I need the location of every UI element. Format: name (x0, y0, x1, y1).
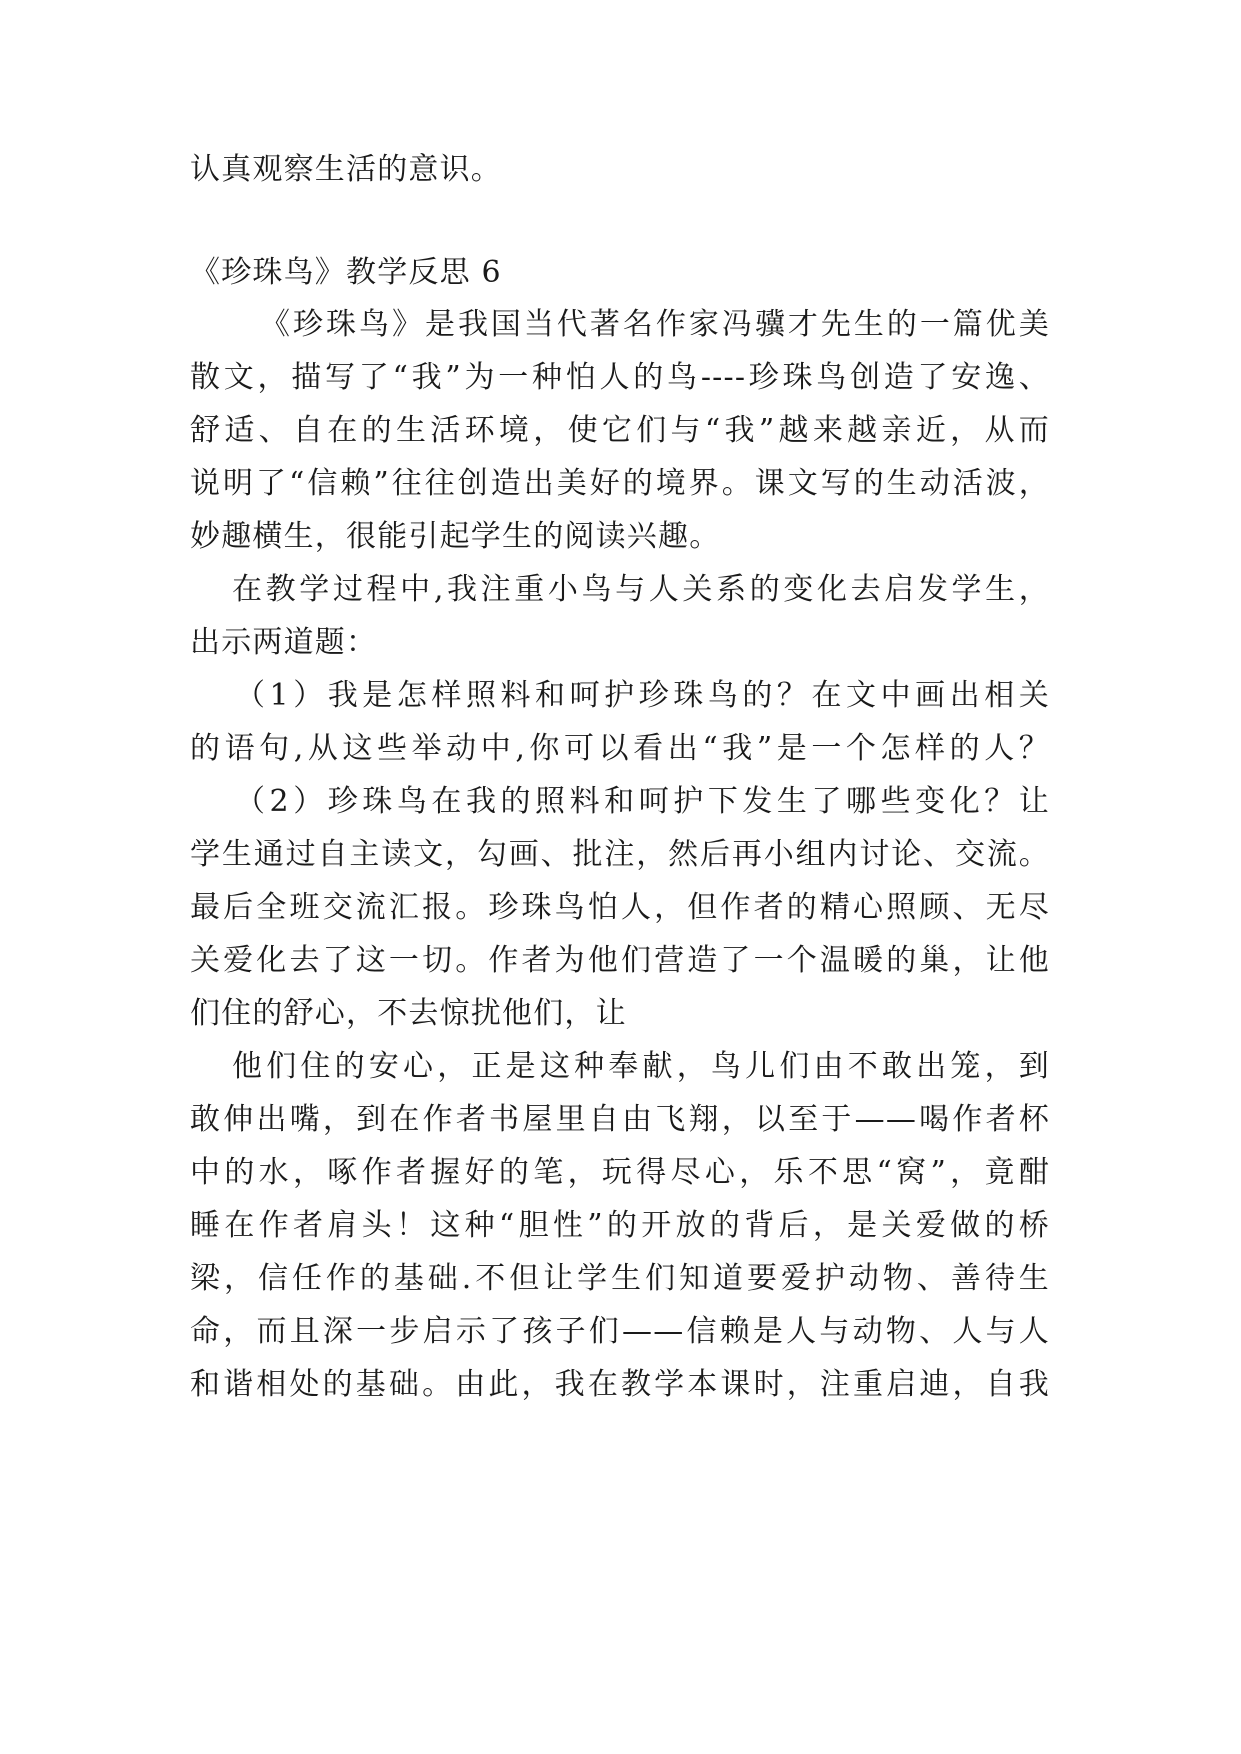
paragraph-line: 梁，信任作的基础.不但让学生们知道要爱护动物、善待生 (190, 1261, 1050, 1296)
paragraph-line: 舒适、自在的生活环境，使它们与“我”越来越亲近，从而 (190, 413, 1050, 448)
paragraph-line: 《珍珠鸟》是我国当代著名作家冯骥才先生的一篇优美 (260, 307, 1050, 342)
paragraph-line: 中的水，啄作者握好的笔，玩得尽心，乐不思“窝”，竟酣 (190, 1155, 1050, 1190)
paragraph-line: 最后全班交流汇报。珍珠鸟怕人，但作者的精心照顾、无尽 (190, 890, 1050, 925)
paragraph-line: 们住的舒心，不去惊扰他们，让 (190, 996, 627, 1031)
paragraph-line: 他们住的安心，正是这种奉献，鸟儿们由不敢出笼，到 (232, 1049, 1050, 1084)
paragraph-line: 学生通过自主读文，勾画、批注，然后再小组内讨论、交流。 (190, 837, 1050, 872)
text-line: 认真观察生活的意识。 (190, 152, 502, 187)
paragraph-line: 在教学过程中,我注重小鸟与人关系的变化去启发学生， (232, 572, 1050, 607)
paragraph-line: 散文，描写了“我”为一种怕人的鸟----珍珠鸟创造了安逸、 (190, 360, 1050, 395)
paragraph-line: 出示两道题： (190, 625, 378, 660)
section-heading: 《珍珠鸟》教学反思 6 (190, 255, 502, 290)
paragraph-line: 和谐相处的基础。由此，我在教学本课时，注重启迪，自我 (190, 1367, 1050, 1402)
paragraph-line: 敢伸出嘴，到在作者书屋里自由飞翔，以至于——喝作者杯 (190, 1102, 1050, 1137)
paragraph-line: 说明了“信赖”往往创造出美好的境界。课文写的生动活波， (190, 466, 1050, 501)
paragraph-line: 关爱化去了这一切。作者为他们营造了一个温暖的巢，让他 (190, 943, 1050, 978)
question-line: （2）珍珠鸟在我的照料和呵护下发生了哪些变化？让 (235, 784, 1050, 819)
paragraph-line: 睡在作者肩头！这种“胆性”的开放的背后，是关爱做的桥 (190, 1208, 1050, 1243)
paragraph-line: 命，而且深一步启示了孩子们——信赖是人与动物、人与人 (190, 1314, 1050, 1349)
paragraph-line: 妙趣横生，很能引起学生的阅读兴趣。 (190, 519, 721, 554)
question-line: （1）我是怎样照料和呵护珍珠鸟的？在文中画出相关 (235, 678, 1050, 713)
question-line: 的语句,从这些举动中,你可以看出“我”是一个怎样的人？ (190, 731, 1050, 766)
